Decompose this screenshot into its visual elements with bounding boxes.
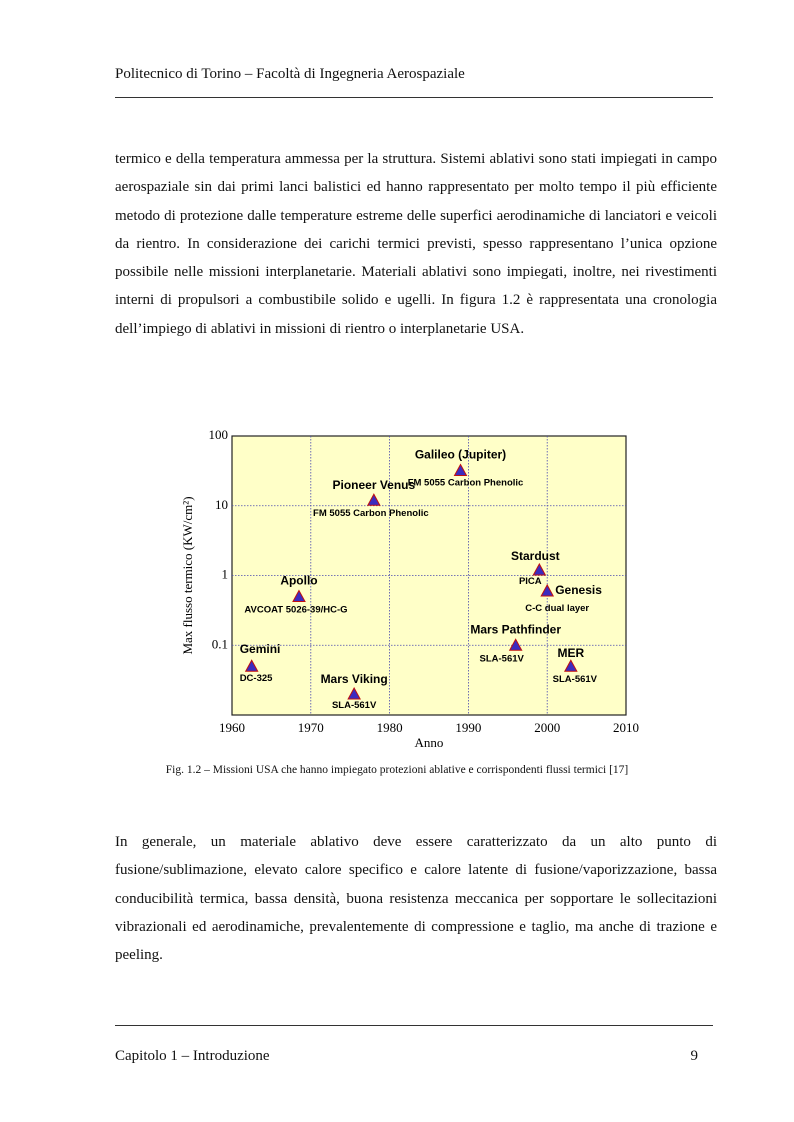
footer-rule	[115, 1025, 713, 1026]
header-rule	[115, 97, 713, 98]
x-tick-label: 2000	[534, 720, 561, 735]
mission-label: MER	[557, 646, 585, 661]
material-label: FM 5055 Carbon Phenolic	[407, 477, 524, 489]
material-label: C-C dual layer	[525, 602, 590, 614]
page-number: 9	[690, 1048, 698, 1064]
x-tick-label: 1970	[297, 720, 324, 735]
mission-label: Galileo (Jupiter)	[414, 447, 507, 462]
x-tick-label: 2010	[613, 720, 639, 735]
material-label: FM 5055 Carbon Phenolic	[313, 508, 429, 520]
paragraph-intro: termico e della temperatura ammessa per la struttura. Sistemi ablativi sono stati impiegati in campo aerospaziale sin dai primi lanci balistici ed hanno rappresentato per molto tempo il più efficiente metodo di protezione dalle temperature estreme delle superfici aerodinamiche di lanciatori e veicoli da rientro. In considerazione dei carichi termici previsti, spesso rappresentano l’unica opzione possibile nelle missioni interplanetarie. Materiali ablativi sono impiegati, inoltre, nei rivestimenti interni di propulsori a combustibile solido e ugelli. In figura 1.2 è rappresentata una cronologia dell’impiego di ablativi in missioni di rientro o interplanetarie USA.	[115, 151, 717, 337]
x-tick-label: 1990	[455, 720, 482, 735]
mission-label: Genesis	[555, 582, 602, 597]
material-label: SLA-561V	[479, 653, 524, 665]
material-label: PICA	[518, 575, 542, 587]
y-tick-label: 0.1	[211, 636, 228, 652]
y-axis-label: Max flusso termico (KW/cm²)	[180, 496, 195, 655]
y-tick-label: 1	[221, 566, 228, 582]
page-header: Politecnico di Torino – Facoltà di Ingegneria Aerospaziale	[115, 66, 465, 82]
mission-label: Mars Viking	[320, 672, 388, 687]
x-tick-label: 1960	[219, 720, 245, 735]
paragraph-general: In generale, un materiale ablativo deve essere caratterizzato da un alto punto di fusione/sublimazione, elevato calore specifico e calore latente di fusione/vaporizzazione, bassa conducibilità termica, bassa densità, buona resistenza meccanica per sopportare le sollecitazioni vibrazionali ed aerodinamiche, prevalentemente di compressione e taglio, ma anche di trazione e peeling.	[115, 834, 717, 964]
y-tick-label: 100	[208, 427, 228, 442]
footer-chapter: Capitolo 1 – Introduzione	[115, 1048, 270, 1064]
material-label: AVCOAT 5026-39/HC-G	[244, 604, 348, 616]
mission-label: Gemini	[239, 642, 281, 657]
figure-caption: Fig. 1.2 – Missioni USA che hanno impiegato protezioni ablative e corrispondenti flussi termici [17]	[165, 764, 629, 776]
mission-label: Mars Pathfinder	[470, 622, 562, 637]
material-label: SLA-561V	[552, 674, 598, 686]
material-label: DC-325	[239, 673, 273, 685]
x-axis-label: Anno	[414, 735, 444, 750]
x-tick-label: 1980	[376, 720, 403, 735]
heat-flux-chart	[170, 422, 670, 762]
material-label: SLA-561V	[331, 700, 377, 712]
y-tick-label: 10	[215, 496, 228, 512]
mission-label: Stardust	[510, 548, 560, 563]
mission-label: Pioneer Venus	[332, 478, 416, 493]
mission-label: Apollo	[280, 573, 318, 588]
